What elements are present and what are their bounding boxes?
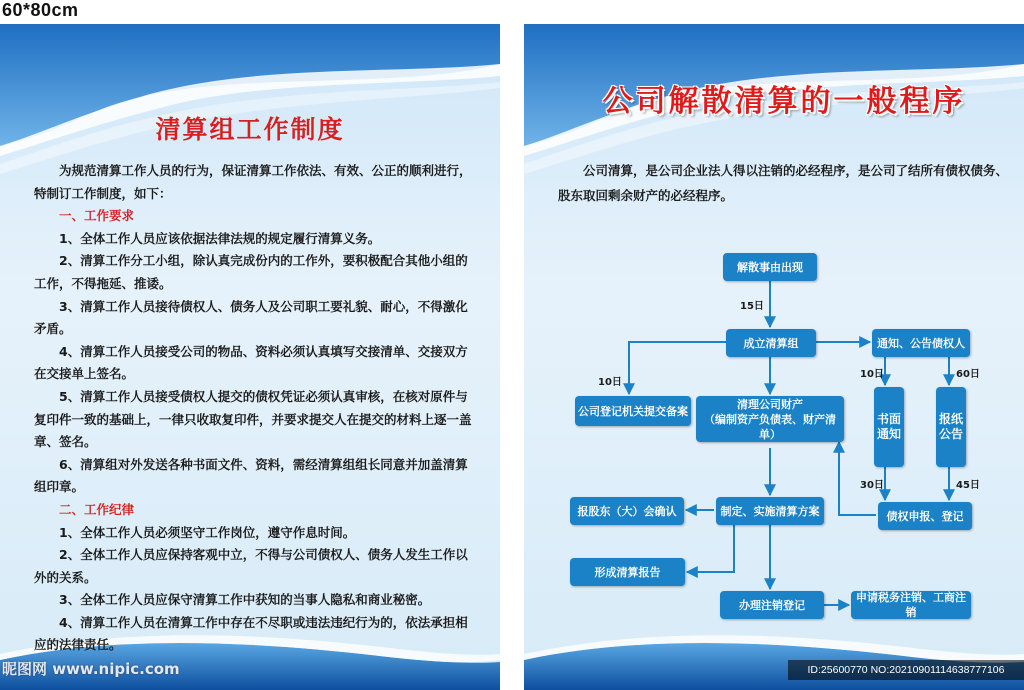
- step-registry-filing: 公司登记机关提交备案: [575, 396, 691, 426]
- rule-item: 2、清算工作分工小组，除认真完成份内的工作外，要积极配合其他小组的工作，不得拖延、推诿。: [34, 253, 468, 291]
- day-label: 30日: [860, 480, 884, 491]
- rule-item: 4、清算工作人员在清算工作中存在不尽职或违法违纪行为的，依法承担相应的法律责任。: [34, 614, 468, 653]
- rule-item: 6、清算组对外发送各种书面文件、资料，需经清算组组长同意并加盖清算组印章。: [34, 456, 468, 495]
- step-cancel-registration: 办理注销登记: [720, 591, 824, 619]
- intro-paragraph: 公司清算，是公司企业法人得以注销的必经程序，是公司了结所有债权债务、股东取回剩余财产的必经程序。: [558, 163, 1009, 203]
- intro-paragraph: 为规范清算工作人员的行为，保证清算工作依法、有效、公正的顺利进行，特制订工作制度，如下：: [34, 163, 472, 201]
- step-form-liquidation-group: 成立清算组: [726, 329, 816, 357]
- section-heading: 一、工作要求: [59, 208, 135, 224]
- size-label: 60*80cm: [2, 0, 79, 20]
- day-label: 10日: [860, 369, 884, 380]
- section-heading: 二、工作纪律: [59, 501, 135, 517]
- day-label: 15日: [740, 301, 764, 312]
- step-liquidation-report: 形成清算报告: [570, 558, 685, 586]
- left-poster: [0, 24, 500, 690]
- rule-item: 1、全体工作人员应该依据法律法规的规定履行清算义务。: [59, 230, 381, 246]
- rule-item: 4、清算工作人员接受公司的物品、资料必须认真填写交接清单、交接双方在交接单上签名。: [34, 343, 468, 382]
- step-dissolution-cause: 解散事由出现: [723, 253, 817, 281]
- step-shareholder-confirm: 报股东（大）会确认: [570, 497, 684, 525]
- regulation-text: [34, 160, 476, 657]
- rule-item: 3、清算工作人员接待债权人、债务人及公司职工要礼貌、耐心，不得激化矛盾。: [34, 298, 468, 337]
- day-label: 45日: [956, 480, 980, 491]
- left-title: 清算组工作制度: [155, 115, 345, 144]
- right-title: 公司解散清算的一般程序: [602, 84, 966, 119]
- step-clear-assets: 清理公司财产 （编制资产负债表、财产清单）: [696, 396, 844, 442]
- rule-item: 5、清算工作人员接受债权人提交的债权凭证必须认真审核，在核对原件与复印件一致的基础上，一律只收取复印件，并要求提交人在提交的材料上逐一盖章、签名。: [34, 388, 472, 450]
- rule-item: 3、全体工作人员应保守清算工作中获知的当事人隐私和商业秘密。: [59, 592, 431, 608]
- watermark-logo: 昵图网 www.nipic.com: [2, 660, 180, 678]
- step-notify-creditors: 通知、公告债权人: [872, 329, 970, 357]
- day-label: 60日: [956, 369, 980, 380]
- step-tax-business-cancel: 申请税务注销、工商注销: [851, 591, 971, 619]
- day-label: 10日: [598, 377, 622, 388]
- rule-item: 1、全体工作人员必须坚守工作岗位，遵守作息时间。: [59, 524, 356, 540]
- watermark-id: ID:25600770 NO:20210901114638777106: [788, 660, 1024, 680]
- step-claim-registration: 债权申报、登记: [878, 502, 972, 530]
- step-liquidation-plan: 制定、实施清算方案: [716, 497, 824, 525]
- step-written-notice: 书面通知: [874, 387, 904, 467]
- rule-item: 2、全体工作人员应保持客观中立，不得与公司债权人、债务人发生工作以外的关系。: [34, 547, 468, 585]
- right-poster: [524, 24, 1024, 690]
- step-newspaper-notice: 报纸公告: [936, 387, 966, 467]
